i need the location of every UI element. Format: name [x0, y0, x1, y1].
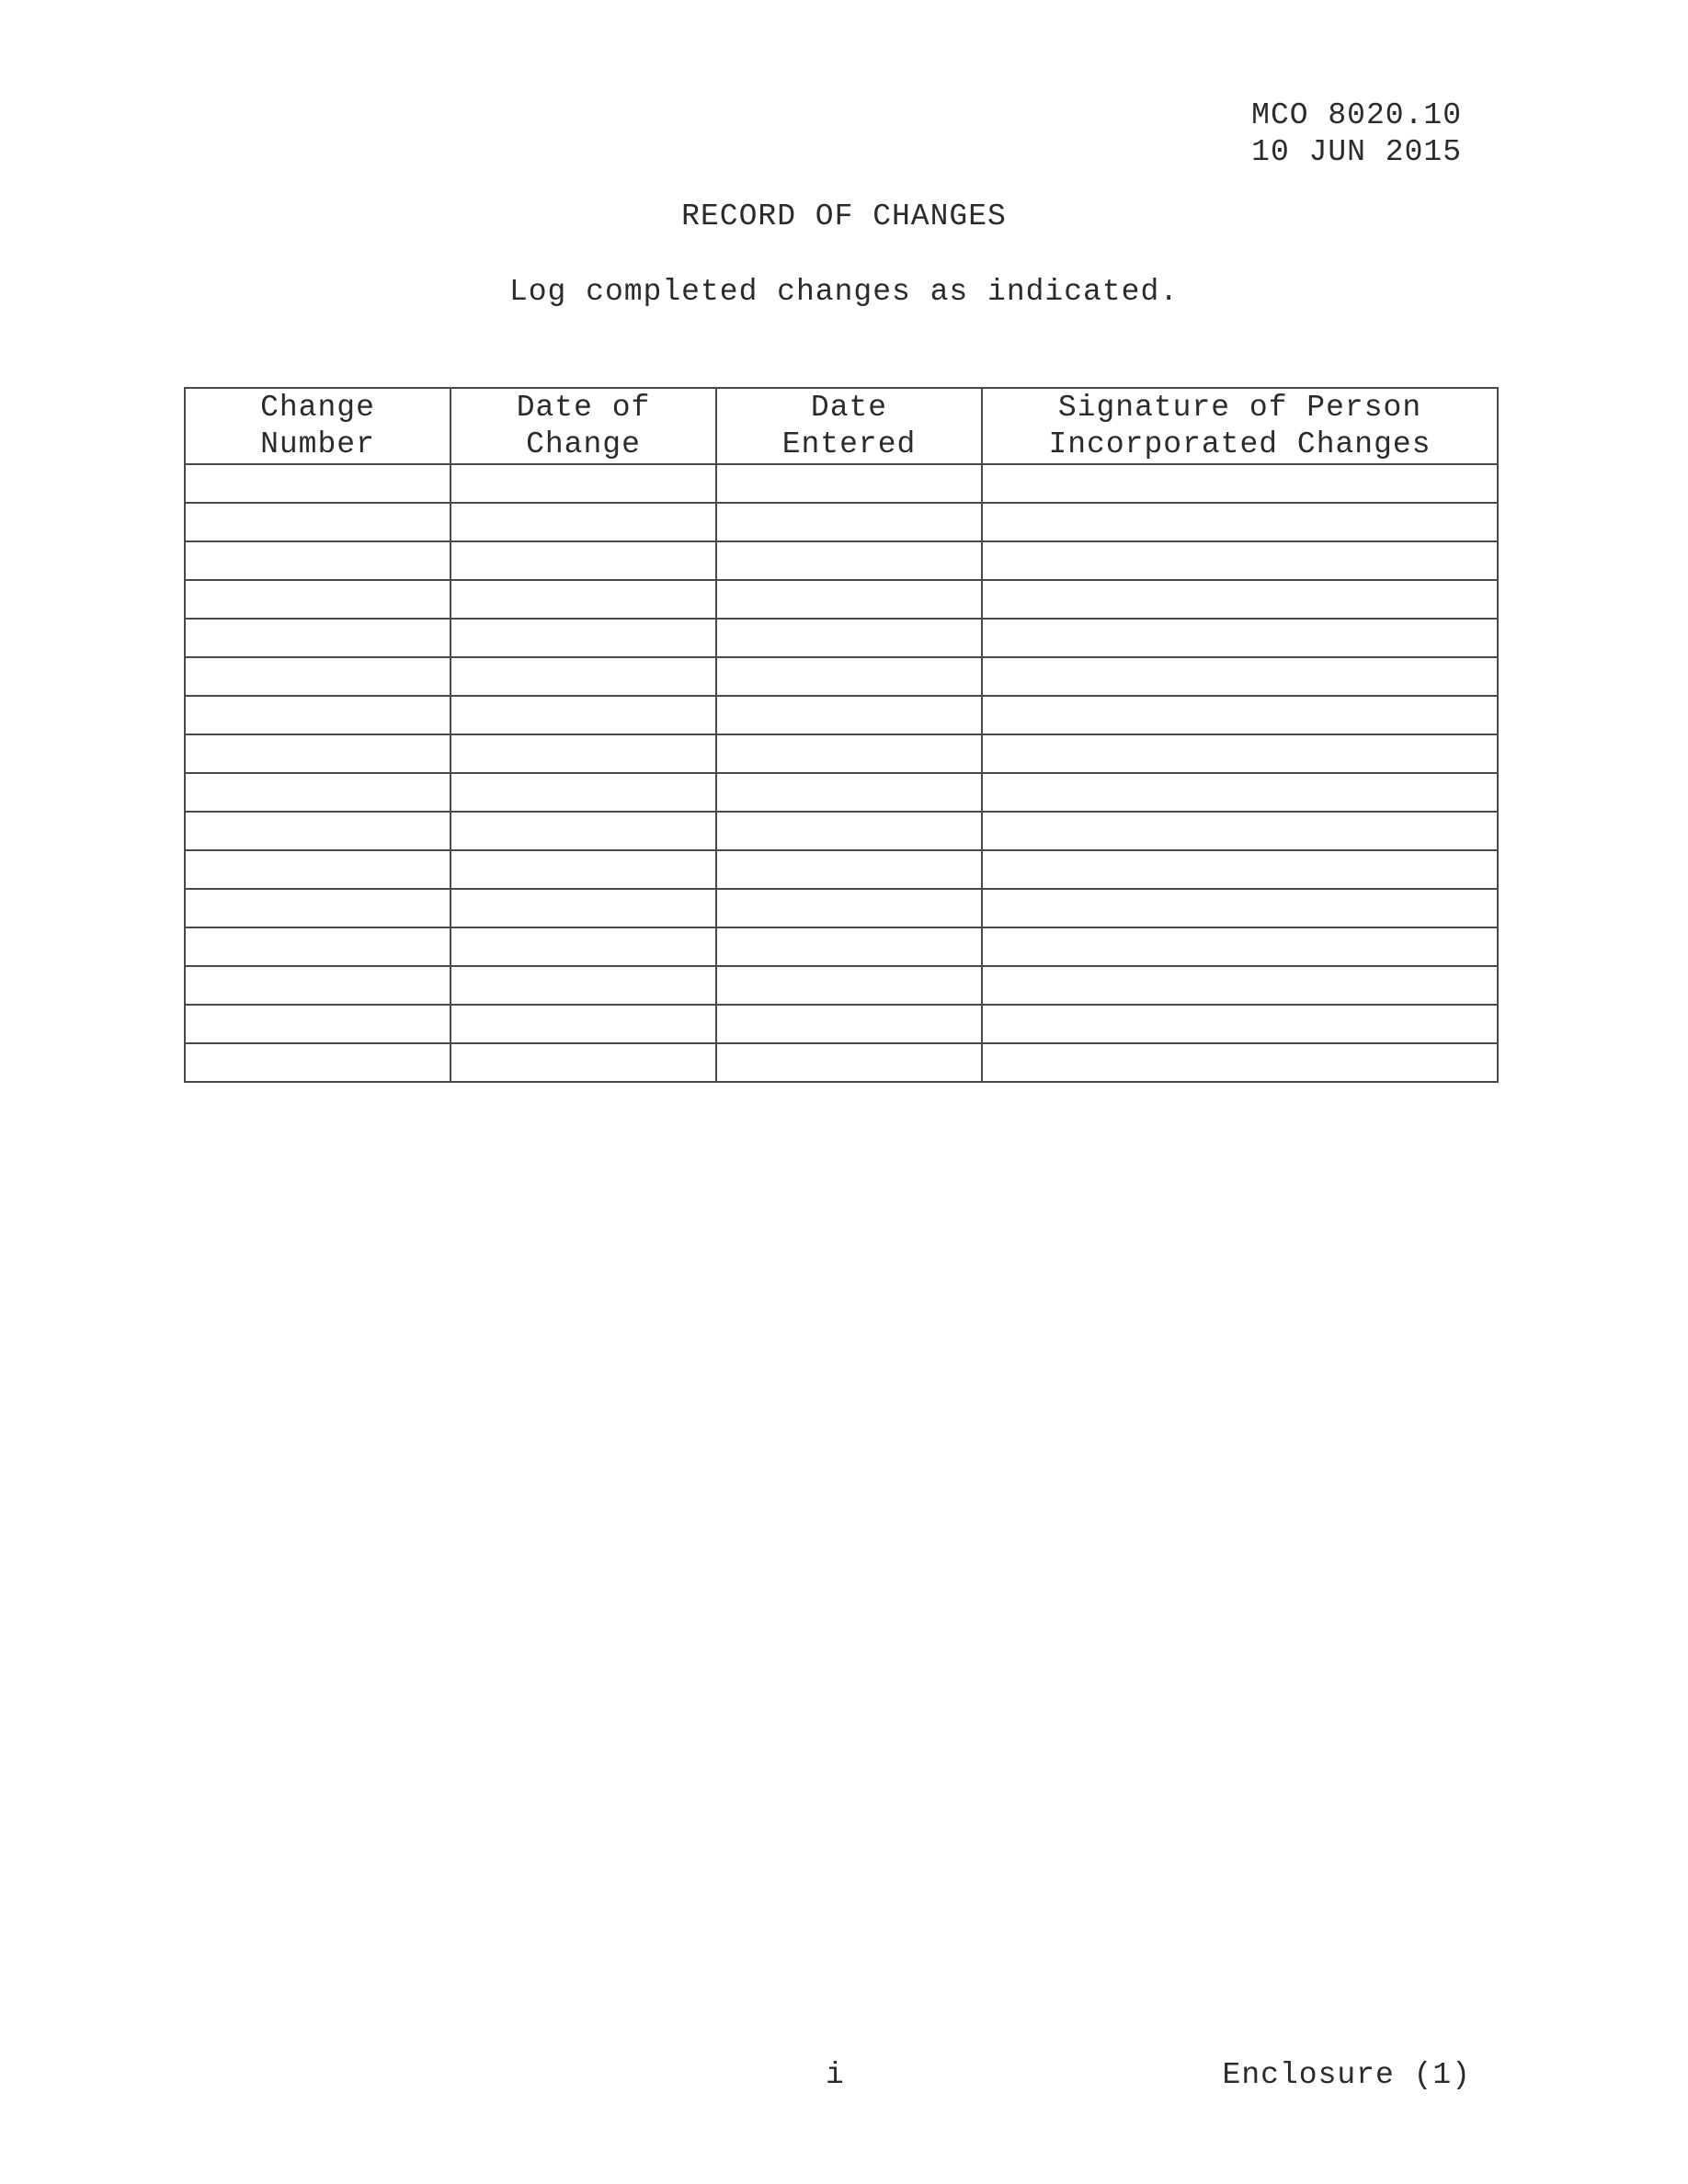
date-entered-cell: [716, 1005, 982, 1043]
change-number-cell: [185, 619, 451, 657]
table-body: [185, 464, 1498, 1082]
change-number-cell: [185, 464, 451, 503]
table-row: [185, 1043, 1498, 1082]
signature-cell: [982, 464, 1498, 503]
change-number-cell: [185, 657, 451, 696]
change-number-cell: [185, 1043, 451, 1082]
date-entered-cell: [716, 889, 982, 927]
document-header: [1251, 97, 1462, 171]
date-entered-cell: [716, 696, 982, 734]
signature-cell: [982, 503, 1498, 541]
signature-cell: [982, 966, 1498, 1005]
change-number-cell: [185, 696, 451, 734]
date-of-change-cell: [451, 850, 716, 889]
table-row: [185, 927, 1498, 966]
date-of-change-cell: [451, 773, 716, 812]
date-of-change-cell: [451, 1043, 716, 1082]
date-entered-cell: [716, 619, 982, 657]
table-row: [185, 734, 1498, 773]
signature-cell: [982, 657, 1498, 696]
table-row: [185, 619, 1498, 657]
table-row: [185, 1005, 1498, 1043]
order-date: 10 JUN 2015: [1251, 135, 1462, 169]
signature-cell: [982, 1005, 1498, 1043]
table-row: [185, 850, 1498, 889]
signature-cell: [982, 927, 1498, 966]
table-row: [185, 464, 1498, 503]
signature-cell: [982, 734, 1498, 773]
change-number-cell: [185, 889, 451, 927]
date-of-change-cell: [451, 696, 716, 734]
table-row: [185, 773, 1498, 812]
table-row: [185, 696, 1498, 734]
table-row: [185, 812, 1498, 850]
date-entered-cell: [716, 541, 982, 580]
date-of-change-cell: [451, 1005, 716, 1043]
date-entered-cell: [716, 1043, 982, 1082]
date-of-change-cell: [451, 541, 716, 580]
date-of-change-cell: [451, 927, 716, 966]
signature-cell: [982, 619, 1498, 657]
change-number-cell: [185, 966, 451, 1005]
change-number-cell: [185, 734, 451, 773]
change-number-cell: [185, 850, 451, 889]
date-of-change-cell: [451, 812, 716, 850]
signature-cell: [982, 696, 1498, 734]
date-of-change-cell: [451, 966, 716, 1005]
signature-cell: [982, 812, 1498, 850]
date-entered-cell: [716, 927, 982, 966]
page-title: RECORD OF CHANGES: [681, 199, 1007, 233]
column-header-date-entered: Date Entered: [716, 388, 982, 464]
change-number-cell: [185, 812, 451, 850]
signature-cell: [982, 541, 1498, 580]
change-number-cell: [185, 580, 451, 619]
signature-cell: [982, 773, 1498, 812]
column-header-signature: Signature of Person Incorporated Changes: [982, 388, 1498, 464]
date-of-change-cell: [451, 734, 716, 773]
date-entered-cell: [716, 657, 982, 696]
table-header-row: [185, 388, 1498, 464]
order-number: MCO 8020.10: [1251, 98, 1462, 132]
page-number: i: [826, 2058, 844, 2092]
column-header-date-of-change: Date of Change: [451, 388, 716, 464]
change-number-cell: [185, 773, 451, 812]
date-of-change-cell: [451, 503, 716, 541]
instruction-text: Log completed changes as indicated.: [508, 275, 1180, 309]
date-entered-cell: [716, 773, 982, 812]
date-entered-cell: [716, 580, 982, 619]
enclosure-label: Enclosure (1): [1222, 2058, 1471, 2092]
date-entered-cell: [716, 966, 982, 1005]
change-number-cell: [185, 541, 451, 580]
signature-cell: [982, 1043, 1498, 1082]
date-of-change-cell: [451, 580, 716, 619]
date-of-change-cell: [451, 657, 716, 696]
table-row: [185, 966, 1498, 1005]
date-of-change-cell: [451, 464, 716, 503]
column-header-change-number: Change Number: [185, 388, 451, 464]
date-of-change-cell: [451, 619, 716, 657]
table-row: [185, 889, 1498, 927]
change-number-cell: [185, 1005, 451, 1043]
date-entered-cell: [716, 850, 982, 889]
signature-cell: [982, 850, 1498, 889]
change-number-cell: [185, 927, 451, 966]
table-row: [185, 503, 1498, 541]
table-row: [185, 541, 1498, 580]
signature-cell: [982, 580, 1498, 619]
date-entered-cell: [716, 812, 982, 850]
table-row: [185, 580, 1498, 619]
date-entered-cell: [716, 464, 982, 503]
record-of-changes-table: [184, 387, 1499, 1083]
signature-cell: [982, 889, 1498, 927]
date-of-change-cell: [451, 889, 716, 927]
table-row: [185, 657, 1498, 696]
date-entered-cell: [716, 734, 982, 773]
date-entered-cell: [716, 503, 982, 541]
change-number-cell: [185, 503, 451, 541]
